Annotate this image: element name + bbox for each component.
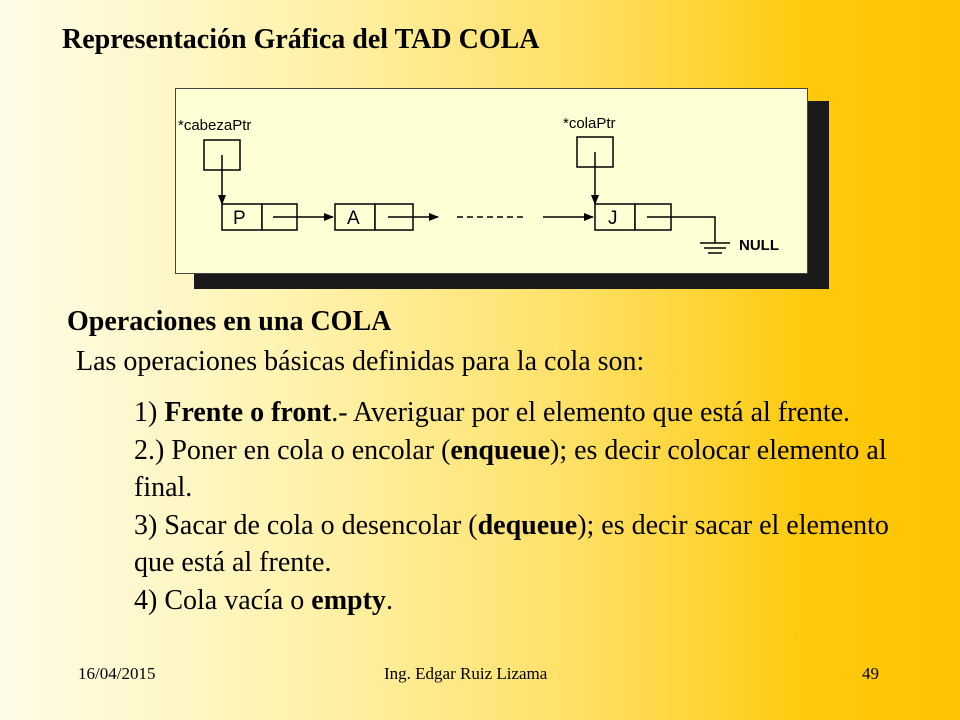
operation-item: 2.) Poner en cola o encolar (enqueue); es decir colocar elemento al final. <box>134 434 887 503</box>
tail-pointer-label: *colaPtr <box>563 115 616 132</box>
operation-item: 1) Frente o front.- Averiguar por el elemento que está al frente. <box>134 397 851 428</box>
svg-text:J: J <box>608 208 618 229</box>
operations-list <box>134 394 894 619</box>
intro-text: Las operaciones básicas definidas para la cola son: <box>76 346 645 377</box>
slide-title: Representación Gráfica del TAD COLA <box>62 24 540 55</box>
null-label: NULL <box>739 237 779 254</box>
head-pointer-label: *cabezaPtr <box>178 117 252 134</box>
operation-item: 3) Sacar de cola o desencolar (dequeue); es decir sacar el elemento que está al frente. <box>134 509 889 578</box>
footer-date: 16/04/2015 <box>78 664 156 683</box>
queue-diagram <box>175 88 831 292</box>
operation-item: 4) Cola vacía o empty. <box>134 584 393 616</box>
diagram-panel <box>176 89 808 274</box>
svg-text:P: P <box>233 208 246 229</box>
svg-text:A: A <box>347 208 360 229</box>
footer-page-number: 49 <box>862 664 879 683</box>
section-subtitle: Operaciones en una COLA <box>67 306 392 337</box>
footer-author: Ing. Edgar Ruiz Lizama <box>384 664 548 683</box>
